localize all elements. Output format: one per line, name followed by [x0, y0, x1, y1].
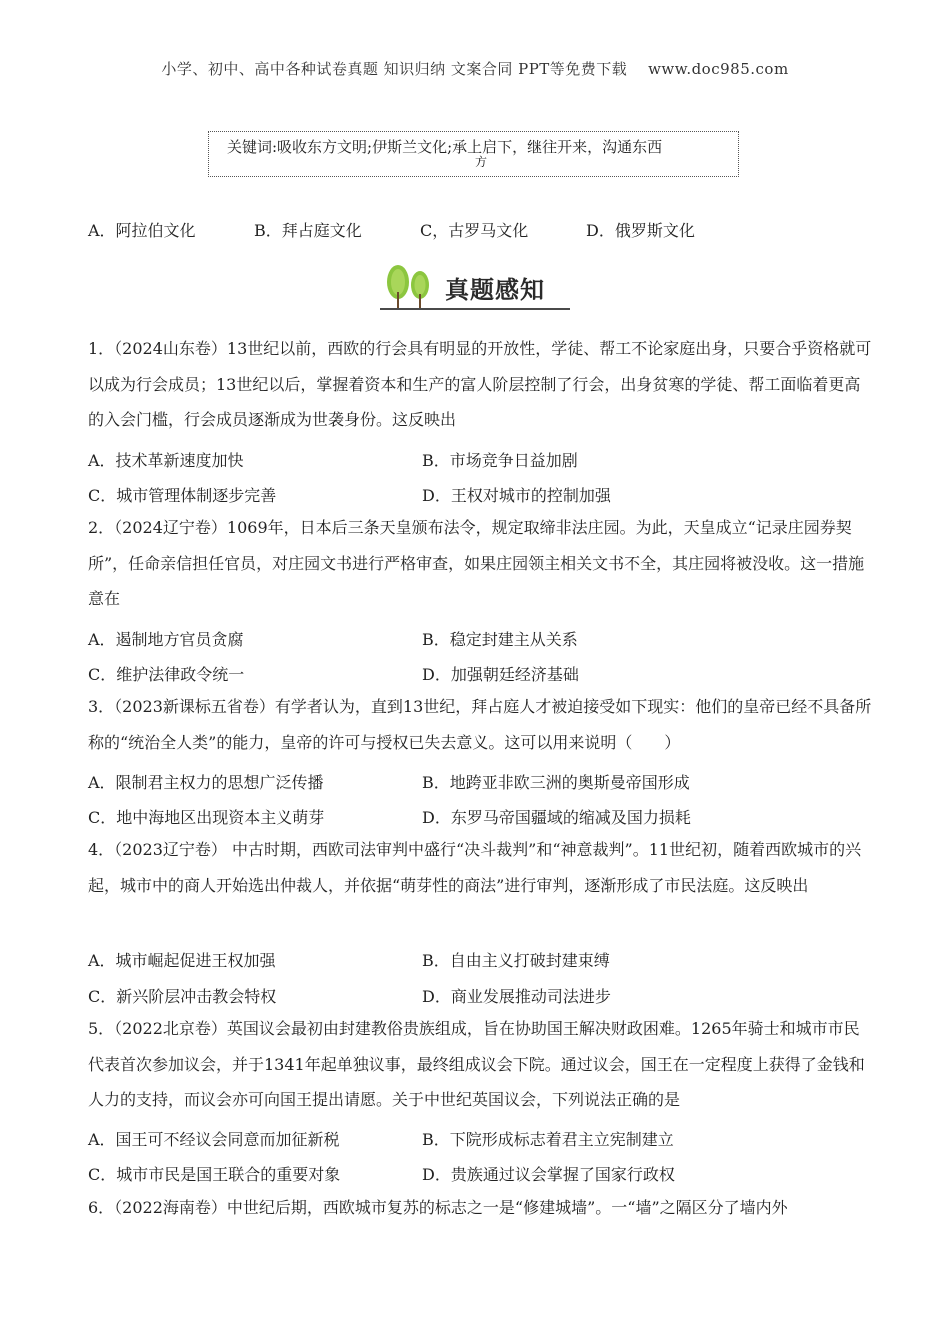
option-c: C．城市市民是国王联合的重要对象 — [88, 1165, 341, 1184]
option-c: C．地中海地区出现资本主义萌芽 — [88, 808, 325, 827]
keyword-box — [208, 131, 739, 177]
section-title: 真题感知 — [445, 276, 545, 304]
option-a: A．阿拉伯文化 — [88, 221, 196, 240]
option-b: B．自由主义打破封建束缚 — [422, 951, 610, 970]
option-b: B．地跨亚非欧三洲的奥斯曼帝国形成 — [422, 773, 690, 792]
question-6 — [88, 1190, 872, 1226]
option-c: C．维护法律政令统一 — [88, 665, 245, 684]
question-stem: 6．（2022海南卷）中世纪后期，西欧城市复苏的标志之一是“修建城墙”。一“墙”之隔区分了墙内外 — [88, 1198, 788, 1217]
option-a: A．限制君主权力的思想广泛传播 — [88, 773, 324, 792]
question-3 — [88, 689, 872, 760]
question-stem: 4．（2023辽宁卷） 中古时期，西欧司法审判中盛行“决斗裁判”和“神意裁判”。11世纪初，随着西欧城市的兴起，城市中的商人开始选出仲裁人，并依据“萌芽性的商法”进行审判，逐渐形成了市民法庭。这反映出 — [88, 840, 862, 895]
option-d: D．俄罗斯文化 — [586, 221, 695, 240]
section-divider — [380, 308, 570, 310]
option-a: A．技术革新速度加快 — [88, 451, 244, 470]
site-header: 小学、初中、高中各种试卷真题 知识归纳 文案合同 PPT等免费下载 www.doc985.com — [161, 60, 789, 78]
question-2 — [88, 510, 872, 617]
option-d: D．东罗马帝国疆域的缩减及国力损耗 — [422, 808, 691, 827]
question-1 — [88, 331, 872, 438]
keyword-line-1: 关键词:吸收东方文明;伊斯兰文化;承上启下，继往开来，沟通东西 — [227, 138, 663, 156]
option-c: C．城市管理体制逐步完善 — [88, 486, 277, 505]
option-b: B．下院形成标志着君主立宪制建立 — [422, 1130, 674, 1149]
question-5 — [88, 1011, 872, 1118]
keyword-line-2: 方 — [475, 155, 488, 169]
option-b: B．拜占庭文化 — [254, 221, 362, 240]
option-a: A．遏制地方官员贪腐 — [88, 630, 244, 649]
question-stem: 2．（2024辽宁卷）1069年，日本后三条天皇颁布法令，规定取缔非法庄园。为此，天皇成立“记录庄园券契所”，任命亲信担任官员，对庄园文书进行严格审查，如果庄园领主相关文书不全，其庄园将被没收。这一措施意在 — [88, 518, 865, 608]
option-a: A．国王可不经议会同意而加征新税 — [88, 1130, 340, 1149]
option-a: A．城市崛起促进王权加强 — [88, 951, 276, 970]
question-stem: 5．（2022北京卷）英国议会最初由封建教俗贵族组成，旨在协助国王解决财政困难。1265年骑士和城市市民代表首次参加议会，并于1341年起单独议事，最终组成议会下院。通过议会，国王在一定程度上获得了金钱和人力的支持，而议会亦可向国王提出请愿。关于中世纪英国议会，下列说法正确的是 — [88, 1019, 865, 1109]
question-stem: 1．（2024山东卷）13世纪以前，西欧的行会具有明显的开放性，学徒、帮工不论家庭出身，只要合乎资格就可以成为行会成员；13世纪以后，掌握着资本和生产的富人阶层控制了行会，出身贫寒的学徒、帮工面临着更高的入会门槛，行会成员逐渐成为世袭身份。这反映出 — [88, 339, 872, 429]
option-d: D．王权对城市的控制加强 — [422, 486, 611, 505]
question-4 — [88, 832, 872, 903]
option-d: D．加强朝廷经济基础 — [422, 665, 579, 684]
option-c: C．新兴阶层冲击教会特权 — [88, 987, 277, 1006]
option-b: B．稳定封建主从关系 — [422, 630, 578, 649]
option-b: B．市场竞争日益加剧 — [422, 451, 578, 470]
question-stem: 3．（2023新课标五省卷）有学者认为，直到13世纪，拜占庭人才被迫接受如下现实：他们的皇帝已经不具备所称的“统治全人类”的能力，皇帝的许可与授权已失去意义。这可以用来说明（ ） — [88, 697, 872, 752]
option-d: D．贵族通过议会掌握了国家行政权 — [422, 1165, 675, 1184]
option-d: D．商业发展推动司法进步 — [422, 987, 611, 1006]
option-c: C，古罗马文化 — [420, 221, 529, 240]
